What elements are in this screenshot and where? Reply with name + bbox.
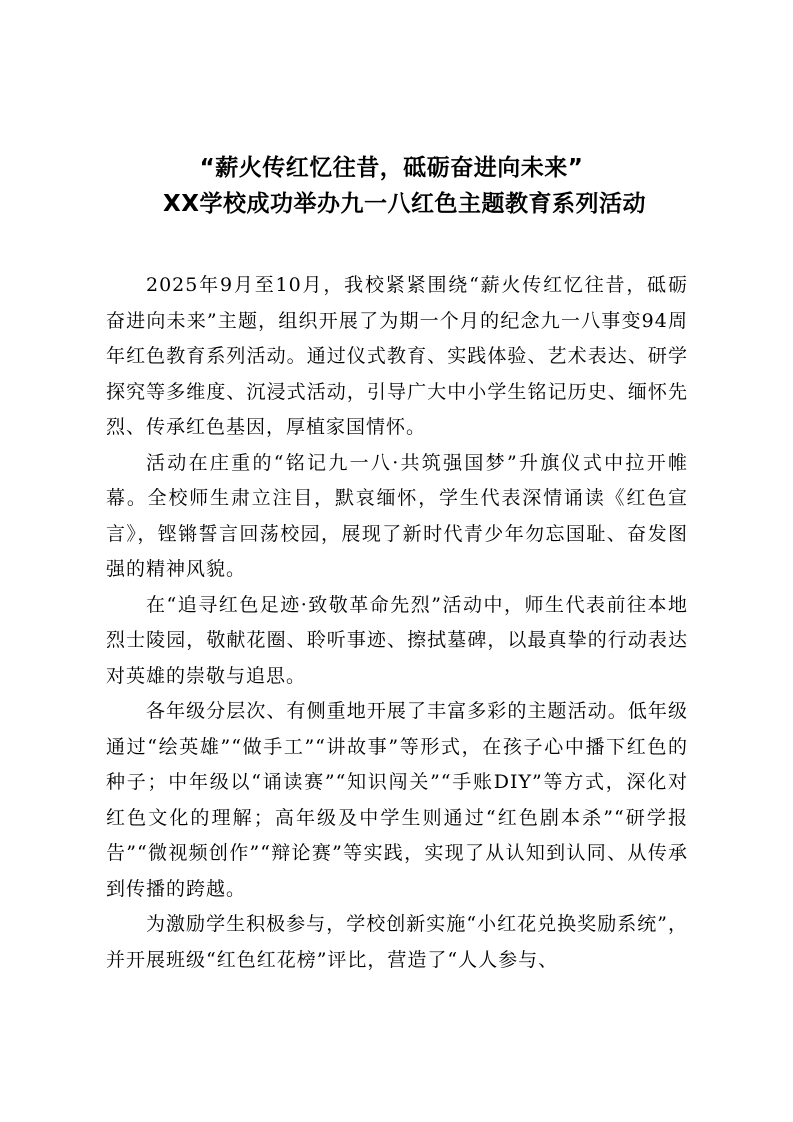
document-body <box>106 268 688 978</box>
title-line-1: “薪火传红忆往昔，砥砺奋进向未来” <box>199 155 584 181</box>
paragraph-1: 2025年9月至10月，我校紧紧围绕“薪火传红忆往昔，砥砺奋进向未来”主题，组织开展了为期一个月的纪念九一八事变94周年红色教育系列活动。通过仪式教育、实践体验、艺术表达、研学探究等多维度、沉浸式活动，引导广大中小学生铭记历史、缅怀先烈、传承红色基因，厚植家国情怀。 <box>106 274 688 438</box>
paragraph-3: 在“追寻红色足迹·致敬革命先烈”活动中，师生代表前往本地烈士陵园，敬献花圈、聆听事迹、擦拭墓碑，以最真挚的行动表达对英雄的崇敬与追思。 <box>106 593 688 687</box>
paragraph-2: 活动在庄重的“铭记九一八·共筑强国梦”升旗仪式中拉开帷幕。全校师生肃立注目，默哀缅怀，学生代表深情诵读《红色宣言》，铿锵誓言回荡校园，展现了新时代青少年勿忘国耻、奋发图强的精神风貌。 <box>106 451 688 580</box>
paragraph-5: 为激励学生积极参与，学校创新实施“小红花兑换奖励系统”，并开展班级“红色红花榜”评比，营造了“人人参与、 <box>106 913 688 971</box>
title-line-2: XX学校成功举办九一八红色主题教育系列活动 <box>163 191 646 217</box>
document-title <box>0 150 793 222</box>
paragraph-4: 各年级分层次、有侧重地开展了丰富多彩的主题活动。低年级通过“绘英雄”“做手工”“讲故事”等形式，在孩子心中播下红色的种子；中年级以“诵读赛”“知识闯关”“手账DIY”等方式，深化对红色文化的理解；高年级及中学生则通过“红色剧本杀”“研学报告”“微视频创作”“辩论赛”等实践，实现了从认知到认同、从传承到传播的跨越。 <box>106 700 688 900</box>
